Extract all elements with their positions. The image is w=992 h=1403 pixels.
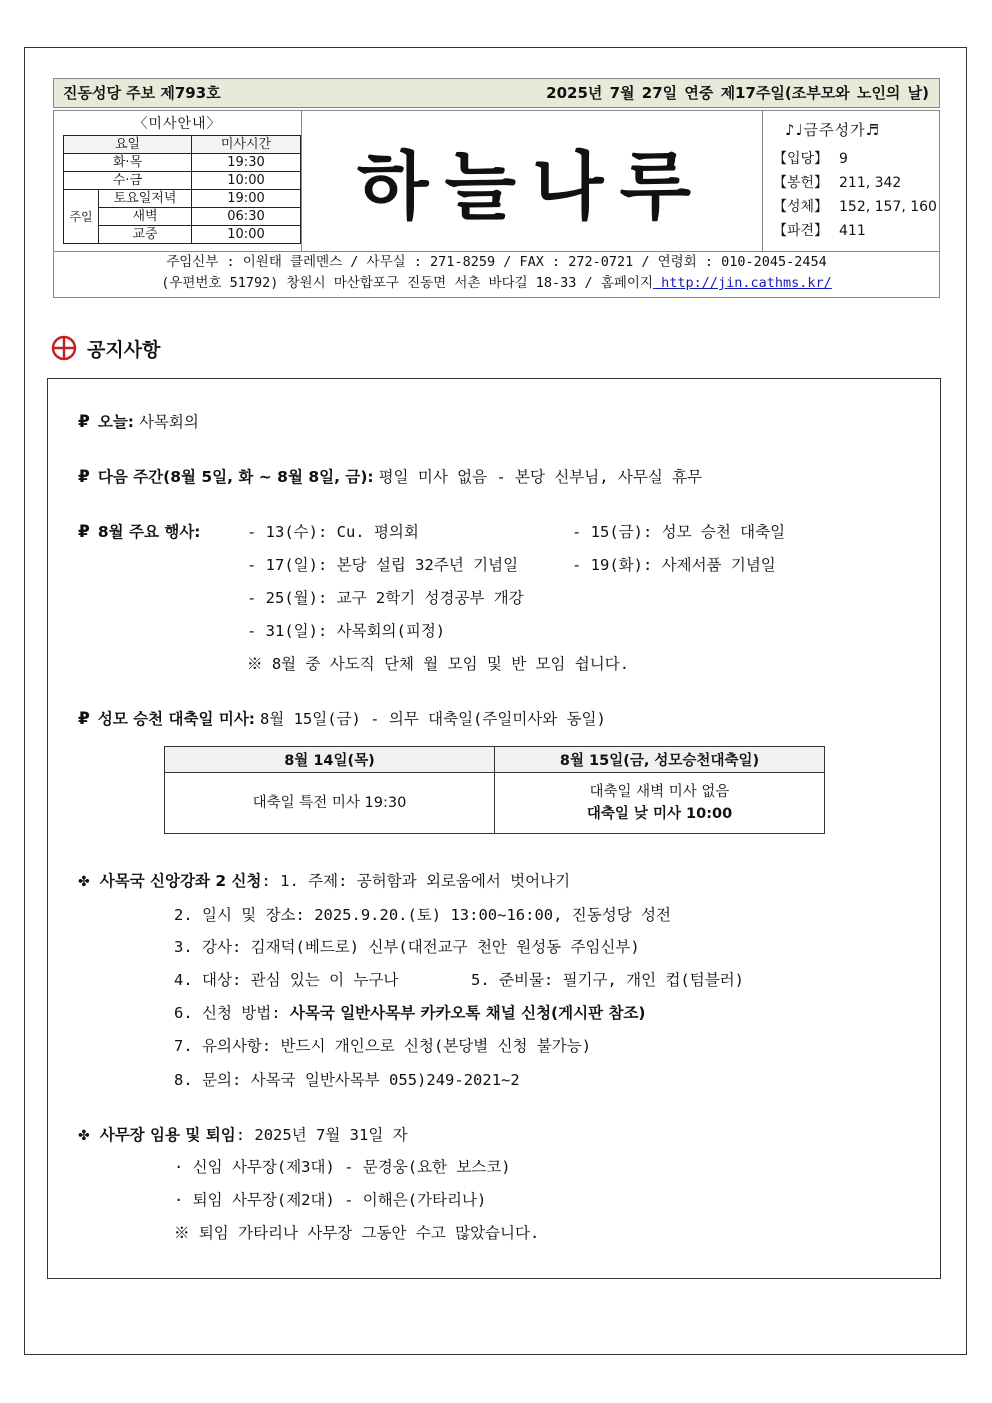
lecture-detail: 7. 유의사항: 반드시 개인으로 신청(본당별 신청 불가능): [174, 1037, 592, 1055]
lecture-apply-label: 6. 신청 방법:: [174, 1004, 290, 1022]
hymn-value: 211, 342: [839, 175, 902, 191]
august-note: ※ 8월 중 사도직 단체 월 모임 및 반 모임 쉽니다.: [247, 655, 630, 673]
mass-day: 교중: [99, 226, 192, 244]
assumption-label: 성모 승천 대축일 미사:: [97, 710, 255, 728]
notice-heading: [51, 334, 160, 362]
assumption-value: 8월 15일(금) - 의무 대축일(주일미사와 동일): [259, 710, 606, 728]
mass-day: 새벽: [99, 208, 192, 226]
hymn-value: 9: [839, 151, 848, 167]
time-header: 미사시간: [192, 136, 301, 154]
office-item: [78, 1124, 408, 1146]
august-event: - 15(금): 성모 승천 대축일: [572, 523, 786, 541]
hymn-row: [773, 197, 937, 217]
hymn-title: ♪♩금주성가♬: [785, 121, 881, 139]
contact-info: [53, 252, 940, 298]
lecture-detail: 4. 대상: 관심 있는 이 누구나: [174, 971, 399, 989]
lecture-topic: : 1. 주제: 공허함과 외로움에서 벗어나기: [261, 872, 571, 890]
office-value: : 2025년 7월 31일 자: [235, 1126, 408, 1144]
lecture-detail: 5. 준비물: 필기구, 개인 컵(텀블러): [471, 971, 744, 989]
won-bullet-icon: ₽: [78, 467, 90, 487]
bulletin-top-bar: [53, 78, 940, 108]
today-label: 오늘:: [97, 413, 134, 431]
won-bullet-icon: ₽: [78, 412, 90, 432]
august-event: - 19(화): 사제서품 기념일: [572, 556, 776, 574]
lecture-apply-value: 사목국 일반사목부 카카오톡 채널 신청(게시판 참조): [289, 1004, 646, 1022]
office-detail: ※ 퇴임 가타리나 사무장 그동안 수고 많았습니다.: [174, 1224, 540, 1242]
august-event: - 17(일): 본당 설립 32주년 기념일: [247, 556, 519, 574]
mass-time: 19:30: [192, 154, 301, 172]
feast-col2-line1: 대축일 새벽 미사 없음: [589, 784, 730, 800]
lecture-label: 사목국 신앙강좌 2 신청: [99, 872, 262, 890]
bulletin-brand: [302, 111, 762, 251]
contact-line-1: 주임신부 : 이원태 클레멘스 / 사무실 : 271-8259 / FAX : 272-0721 / 연령회 : 010-2045-2454: [166, 254, 827, 270]
won-bullet-icon: ₽: [78, 522, 90, 542]
bulletin-issue: 진동성당 주보 제793호: [63, 84, 221, 102]
hymn-label: 【성체】: [773, 199, 829, 215]
mass-time: 10:00: [192, 172, 301, 190]
cross-circle-icon: [51, 335, 77, 361]
lecture-item: [78, 870, 570, 892]
lecture-detail: 8. 문의: 사목국 일반사목부 055)249-2021~2: [174, 1071, 520, 1089]
notice-title: 공지사항: [87, 338, 161, 361]
today-item: [78, 411, 199, 433]
hymn-row: [773, 173, 901, 193]
notice-box: [47, 378, 941, 1279]
feast-col1-value: 대축일 특전 미사 19:30: [165, 773, 495, 834]
hymn-label: 【봉헌】: [773, 175, 829, 191]
lecture-detail: 2. 일시 및 장소: 2025.9.20.(토) 13:00~16:00, 진동성당 성전: [174, 906, 671, 924]
office-detail: · 신임 사무장(제3대) - 문경웅(요한 보스코): [174, 1158, 511, 1176]
feast-col1-header: 8월 14일(목): [165, 747, 495, 773]
bulletin-name: 하늘나루: [357, 144, 707, 230]
hymn-row: [773, 149, 848, 169]
assumption-item: [78, 708, 606, 730]
hymn-list: [762, 111, 940, 251]
homepage-link[interactable]: http://jin.cathms.kr/: [652, 275, 832, 291]
bulletin-date: 2025년 7월 27일 연중 제17주일(조부모와 노인의 날): [546, 84, 929, 102]
feast-col2-value: [495, 773, 825, 834]
august-event: - 13(수): Cu. 평의회: [247, 523, 419, 541]
day-header: 요일: [64, 136, 192, 154]
office-label: 사무장 임용 및 퇴임: [99, 1126, 236, 1144]
hymn-row: [773, 221, 866, 241]
mass-schedule-table: [63, 135, 301, 244]
august-label: 8월 주요 행사:: [97, 523, 201, 541]
address: (우편번호 51792) 창원시 마산합포구 진동면 서촌 바다길 18-33 / 홈페이지: [161, 275, 653, 291]
clover-bullet-icon: ✤: [78, 1128, 90, 1144]
hymn-label: 【입당】: [773, 151, 829, 167]
won-bullet-icon: ₽: [78, 709, 90, 729]
mass-time: 10:00: [192, 226, 301, 244]
feast-col2-header: 8월 15일(금, 성모승천대축일): [495, 747, 825, 773]
next-week-value: 평일 미사 없음 - 본당 신부님, 사무실 휴무: [378, 468, 703, 486]
contact-line-2: [54, 273, 939, 294]
lecture-apply: [174, 1002, 645, 1024]
august-event: - 25(월): 교구 2학기 성경공부 개강: [247, 589, 524, 607]
office-detail: · 퇴임 사무장(제2대) - 이해은(가타리나): [174, 1191, 487, 1209]
next-week-label: 다음 주간(8월 5일, 화 ~ 8월 8일, 금):: [97, 468, 374, 486]
lecture-detail: 3. 강사: 김재덕(베드로) 신부(대전교구 천안 원성동 주임신부): [174, 938, 640, 956]
mass-day: 화·목: [64, 154, 192, 172]
mass-guide-title: 〈미사안내〉: [133, 116, 222, 132]
sunday-label: 주일: [64, 190, 99, 244]
hymn-value: 411: [839, 223, 866, 239]
mass-time: 06:30: [192, 208, 301, 226]
mass-day: 토요일저녁: [99, 190, 192, 208]
mass-guide: [54, 111, 302, 251]
august-event: - 31(일): 사목회의(피정): [247, 622, 446, 640]
mass-day: 수·금: [64, 172, 192, 190]
mass-time: 19:00: [192, 190, 301, 208]
hymn-label: 【파견】: [773, 223, 829, 239]
today-value: 사목회의: [138, 413, 199, 431]
next-week-item: [78, 466, 702, 488]
feast-mass-table: [164, 746, 825, 834]
hymn-value: 152, 157, 160: [839, 199, 937, 215]
august-events-item: [78, 521, 201, 543]
feast-col2-line2: 대축일 낮 미사 10:00: [586, 806, 733, 822]
clover-bullet-icon: ✤: [78, 874, 90, 890]
bulletin-header: [53, 110, 940, 252]
